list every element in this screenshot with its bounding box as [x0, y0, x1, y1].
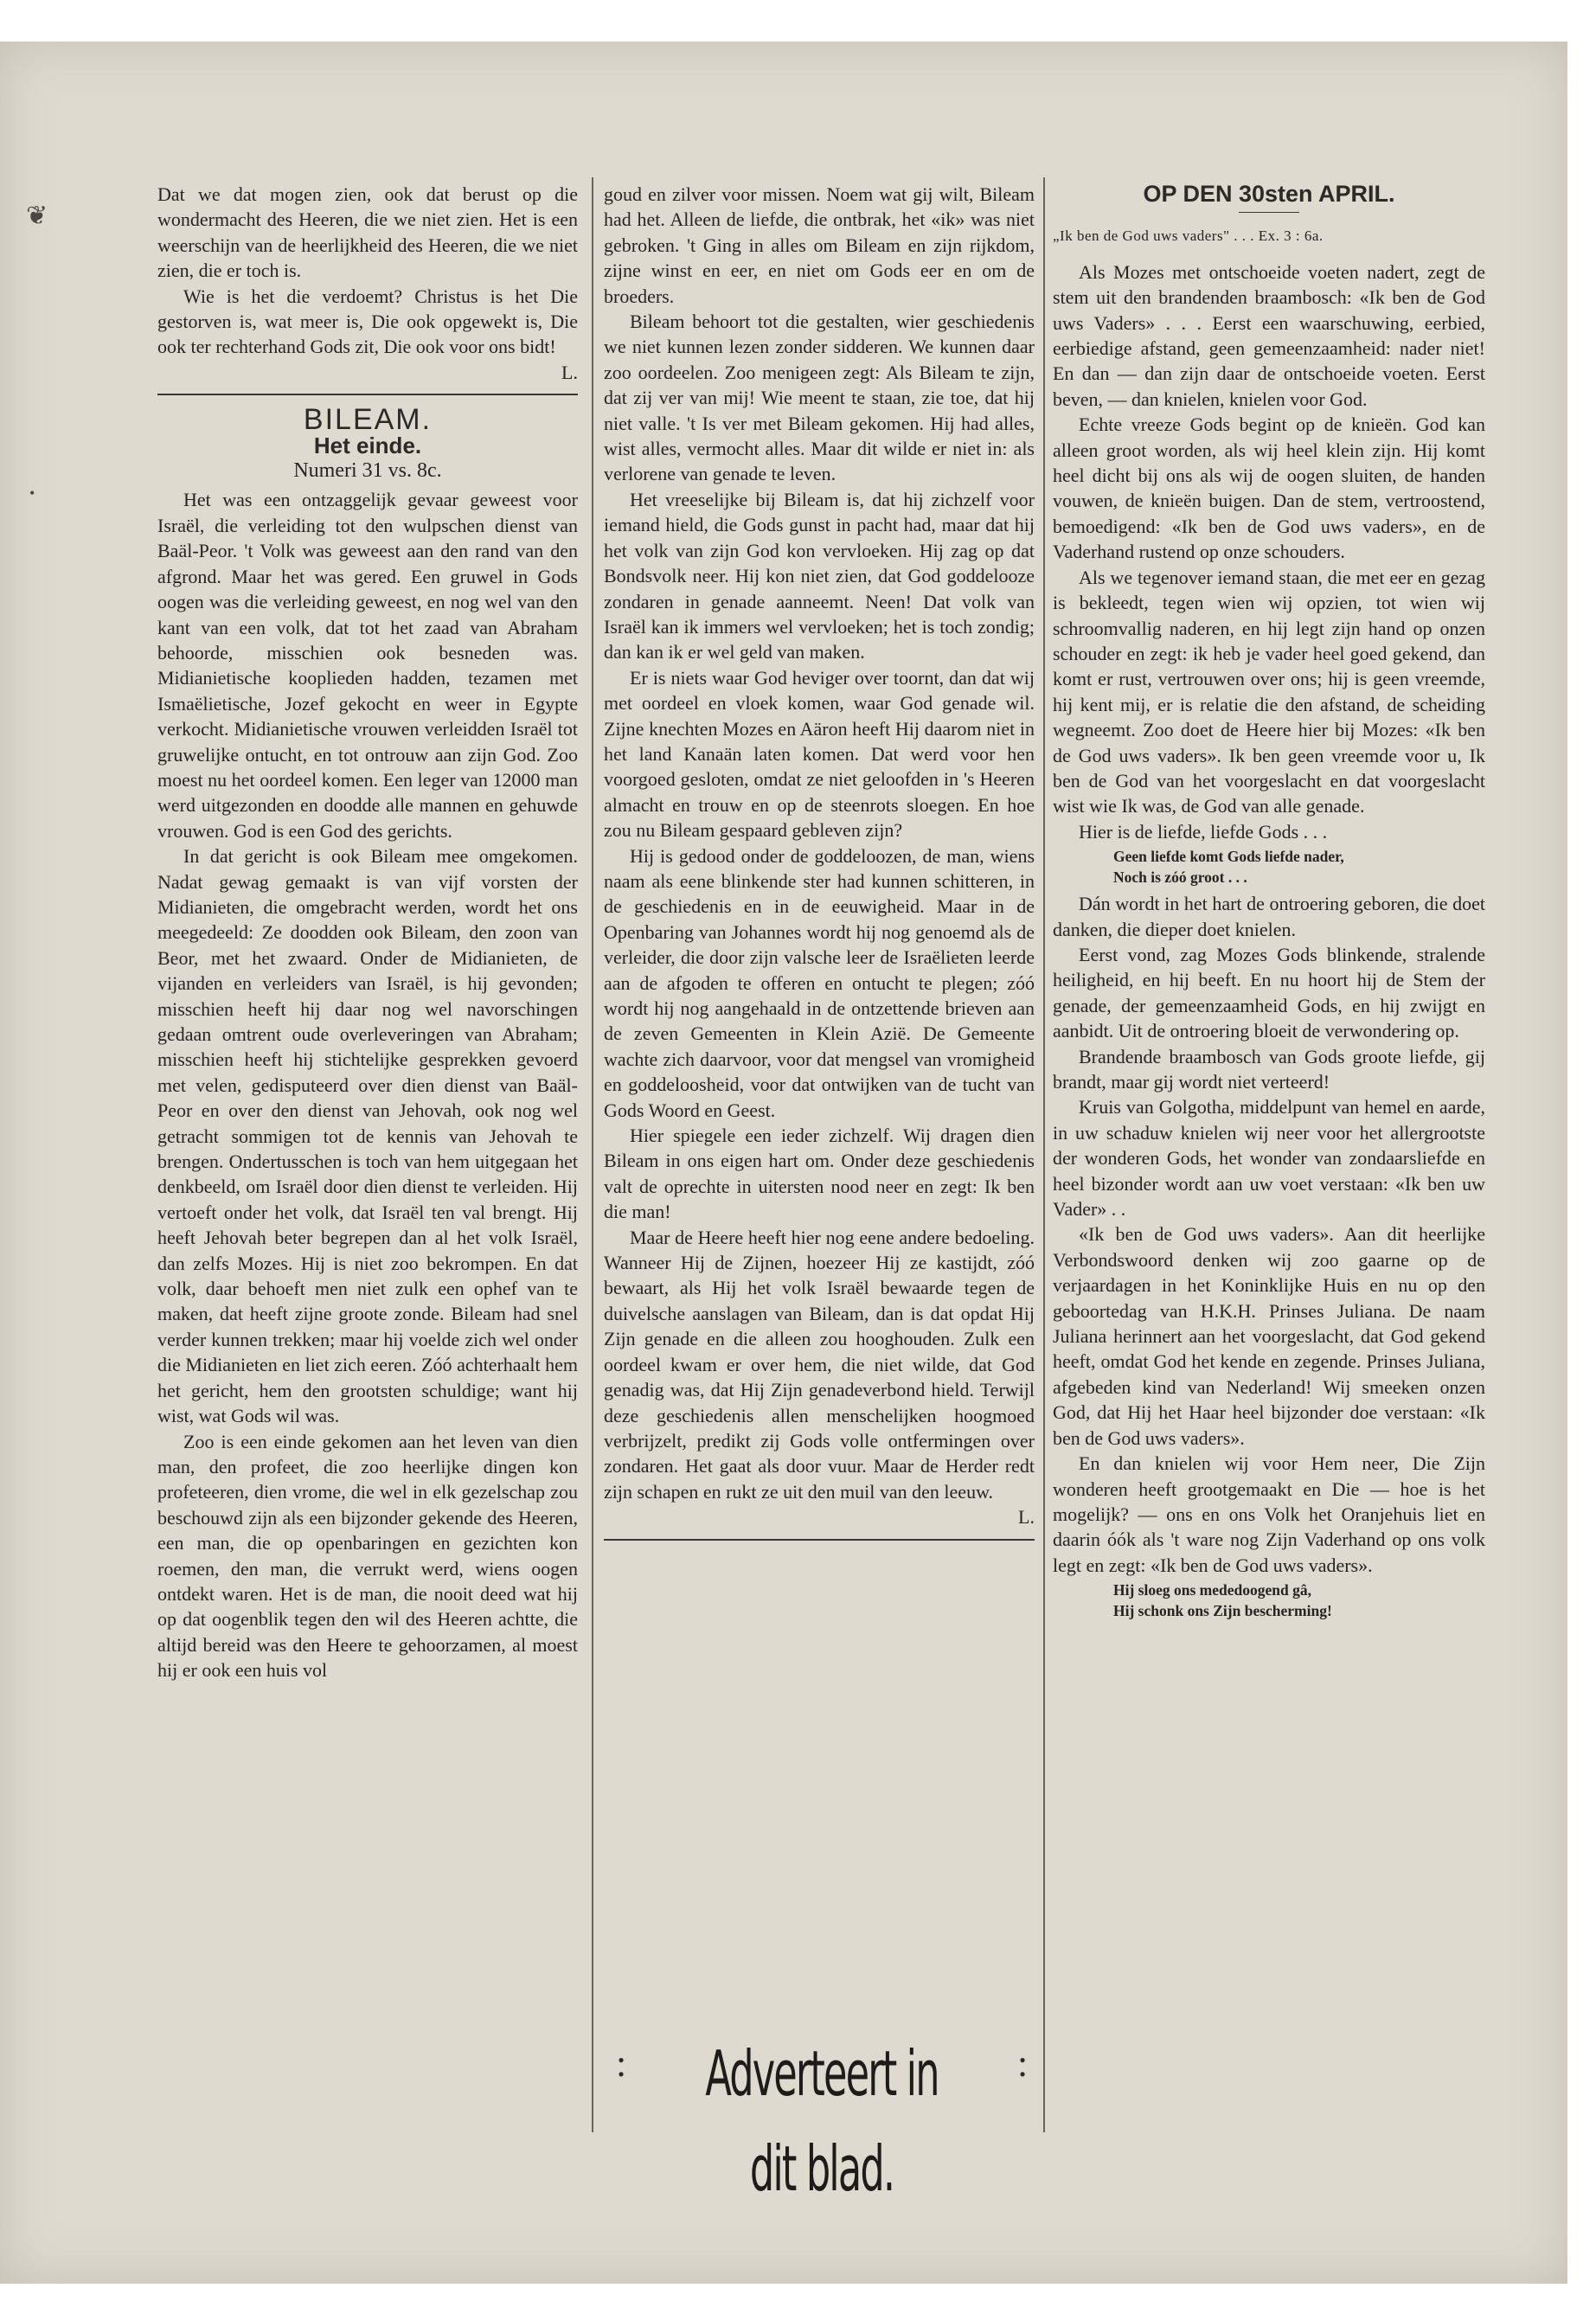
margin-dot: •	[29, 484, 35, 502]
section-rule	[157, 394, 578, 395]
article-subtitle: Het einde.	[313, 432, 422, 458]
right-border	[1567, 42, 1596, 2301]
column-2	[604, 182, 1035, 1553]
paragraph: Als we tegenover iemand staan, die met eer en gezag is bekleedt, tegen wien wij opzien, tot wien wij schroomvallig naderen, en hij legt zijn hand op onzen schouder en zegt: ik heb je vader heel goed gekend, dan komt er rust, vertrouwen over ons; hij is geen vreemde, hij kent mij, er is relatie die den afstand, de scheiding wegneemt. Zoo doet de Heere hier bij Mozes: «Ik ben de God uws vaders». Ik ben geen vreemde voor u, Ik ben de God van het voorgeslacht en dat voorgeslacht wist wie Ik was, de God van alle genade.	[1053, 566, 1485, 817]
title-rule	[1239, 212, 1299, 213]
scripture-reference: Numeri 31 vs. 8c.	[293, 459, 442, 483]
signature: L.	[561, 361, 578, 383]
paragraph: In dat gericht is ook Bileam mee omgekomen. Nadat gewag gemaakt is van vijf vorsten der Midianieten, die omgebracht werden, wordt het ons meegedeeld: Ze doodden ook Bileam, den zoon van Beor, met het zwaard. Onder de Midianieten, de vijanden en verleiders van Israël, is hij gevonden; misschien heeft hij daar nog wel navorschingen gedaan omtrent oude overleveringen van Abraham; misschien heeft hij stichtelijke gesprekken gevoerd met velen, gedisputeerd over dien dienst van Baäl-Peor en over den dienst van Jehovah, ook nog wel getracht sommigen tot de kennis van Jehovah te brengen. Ondertusschen is toch van hem uitgegaan het denkbeeld, om Israël door dien dienst te verleiden. Hij vertoeft onder het volk, dat Israël ten val brengt. Hij heeft Jehovah beter begrepen dan al het volk Israël, dan zelfs Mozes. Hij is niet zoo bekrompen. En dat volk, daar behoeft men niet zulk een ophef van te maken, dat heeft zijne groote zonde. Bileam had snel verder kunnen trekken; maar hij voelde zich wel onder die Midianieten en liet zich eeren. Zóó achterhaalt hem het gericht, hem den grootsten schuldige; want hij wist, wat Gods wil was.	[157, 845, 578, 1427]
poem-verse	[1053, 846, 1485, 888]
poem-line: Hij schonk ons Zijn bescherming!	[1113, 1602, 1332, 1620]
article-title: OP DEN 30sten APRIL.	[1143, 181, 1395, 207]
advertisement-banner: Adverteert in dit blad.	[705, 2037, 939, 2205]
paragraph: Dat we dat mogen zien, ook dat berust op die wondermacht des Heeren, die we niet zien. Het is een weerschijn van de heerlijkheid des Heeren, die we niet zien, die er toch is.	[157, 183, 578, 282]
poem-line: Geen liefde komt Gods liefde nader,	[1113, 848, 1344, 866]
scripture-motto: „Ik ben de God uws vaders" . . . Ex. 3 : 6a.	[1053, 228, 1324, 245]
paragraph: Eerst vond, zag Mozes Gods blinkende, stralende heiligheid, en hij beeft. En nu hoort hij de Stem der genade, der gemeenzaamheid Gods, en hij zwijgt en aanbidt. Uit de ontroering bloeit de verwondering op.	[1053, 943, 1485, 1042]
paragraph: Het was een ontzaggelijk gevaar geweest voor Israël, die verleiding tot den wulpschen dienst van Baäl-Peor. 't Volk was geweest aan den rand van den afgrond. Maar het was gered. Een gruwel in Gods oogen was die verleiding geweest, en nog wel van den kant van een volk, dat tot het zaad van Abraham behoorde, misschien ook besneden was. Midianietische kooplieden hadden, tezamen met Ismaëlietische, Jozef gekocht en weer in Egypte verkocht. Midianietische vrouwen verleidden Israël tot gruwelijke ontucht, en tot ontrouw aan zijn God. Zoo moest nu het oordeel komen. Een leger van 12000 man werd uitgezonden en doodde alle mannen en gehuwde vrouwen. God is een God des gerichts.	[157, 489, 578, 842]
paragraph: Hij is gedood onder de goddeloozen, de man, wiens naam als eene blinkende ster had kunnen schitteren, in de geschiedenis en in de eeuwigheid. Maar in de Openbaring van Johannes wordt hij nog genoemd als de verleider, die door zijn valsche leer de Israëlieten leerde aan de afgoden te offeren en ontucht te plegen; zóó wordt hij nog aangehaald in de ontzettende brieven aan de zeven Gemeenten in Klein Azië. De Gemeente wachte zich daarvoor, voor dat mengsel van vromigheid en goddeloosheid, voor dat ontwijken van de tucht van Gods Woord en Geest.	[604, 844, 1035, 1121]
column-divider-2	[1043, 177, 1045, 2132]
paragraph: Kruis van Golgotha, middelpunt van hemel en aarde, in uw schaduw knielen wij neer voor het allergrootste der wonderen Gods, het wonder van zondaarsliefde en heel bizonder wordt aan uw voet verstaan: «Ik ben uw Vader» . .	[1053, 1096, 1485, 1221]
paragraph: Bileam behoort tot die gestalten, wier geschiedenis we niet kunnen lezen zonder sidderen. We kunnen daar zoo oordeelen. Zoo menigeen zegt: Als Bileam te zijn, dat zij ver van mij! Wie meent te staan, zie toe, dat hij niet valle. 't Is ver met Bileam gekomen. Hij had alles, wist alles, vermocht alles. Maar dit wilde er niet in: als verlorene van genade te leven.	[604, 311, 1035, 485]
paragraph: Wie is het die verdoemt? Christus is het Die gestorven is, wat meer is, Die ook opgewekt is, Die ook ter rechterhand Gods zit, Die ook voor ons bidt!	[157, 285, 578, 358]
paragraph: Brandende braambosch van Gods groote liefde, gij brandt, maar gij wordt niet verteerd!	[1053, 1045, 1485, 1093]
paragraph: Er is niets waar God heviger over toornt, dan dat wij met oordeel en vloek komen, waar God genade wil. Zijne knechten Mozes en Aäron heeft Hij daarom niet in het land Kanaän laten komen. Dat werd voor hen voorgoed gesloten, omdat ze niet geloofden in 's Heeren almacht en trouw en op de steenrots sloegen. En hoe zou nu Bileam gespaard gebleven zijn?	[604, 666, 1035, 842]
paragraph: goud en zilver voor missen. Noem wat gij wilt, Bileam had het. Alleen de liefde, die ontbrak, het «ik» was niet gebroken. 't Ging in alles om Bileam en zijn rijkdom, zijne winst en eer, en niet om Gods eer en om de broeders.	[604, 183, 1035, 307]
poem-line: Hij sloeg ons mededoogend gâ,	[1113, 1581, 1311, 1599]
signature: L.	[1018, 1506, 1035, 1529]
paragraph: Zoo is een einde gekomen aan het leven van dien man, den profeet, die zoo heerlijke dingen kon profeteeren, dien vrome, die wel in elk gezelschap zou beschouwd zijn als een bijzonder gekende des Heeren, een man, die op openbaringen en gezichten kon roemen, den man, die verrukt werd, wiens oogen ontdekt waren. Het is de man, die nooit deed wat hij op dat oogenblik tegen den wil des Heeren achtte, die altijd bereid was den Heere te gehoorzamen, al moest hij er ook een huis vol	[157, 1430, 578, 1682]
column-1	[157, 182, 578, 1683]
paragraph: Maar de Heere heeft hier nog eene andere bedoeling. Wanneer Hij de Zijnen, hoezeer Hij ze kastijdt, zóó bewaart, als Hij het volk Israël bewaarde tegen de duivelsche aanslagen van Bileam, dan is dat opdat Hij Zijn genade en die alleen zou hooghouden. Zulk een oordeel kwam er over hem, die niet wilde, dat God genadig was, dat Hij Zijn genadeverbond hield. Terwijl deze geschiedenis allen menschelijken hoogmoed verbrijzelt, predikt zij Gods volle ontfermingen over zondaren. Het gaat als door vuur. Maar de Herder redt zijn schapen en rukt ze uit den muil van den leeuw.	[604, 1226, 1035, 1503]
paragraph: Als Mozes met ontschoeide voeten nadert, zegt de stem uit den brandenden braambosch: «Ik ben de God uws Vaders» . . . Eerst een waarschuwing, eerbied, eerbiedige afstand, geen gemeenzaamheid: nader niet! En dan — dan zijn daar de ontschoeide voeten. Eerst beven, — dan knielen, knielen voor God.	[1053, 260, 1485, 410]
ad-ornament-left: :	[616, 2042, 627, 2085]
poem-verse	[1053, 1580, 1485, 1621]
paragraph: Dán wordt in het hart de ontroering geboren, die doet danken, die dieper doet knielen.	[1053, 893, 1485, 940]
column-3	[1053, 182, 1485, 1625]
paragraph: Hier spiegele een ieder zichzelf. Wij dragen dien Bileam in ons eigen hart om. Onder deze geschiedenis valt de oprechte in uitersten nood neer en zegt: Ik ben die man!	[604, 1125, 1035, 1223]
paragraph: En dan knielen wij voor Hem neer, Die Zijn wonderen heeft grootgemaakt en Die — hoe is het mogelijk? — ons en ons Volk het Oranjehuis liet en daarin óók als 't ware nog Zijn Vaderhand op ons volk legt en zegt: «Ik ben de God uws vaders».	[1053, 1452, 1485, 1576]
ad-ornament-right: :	[1017, 2042, 1029, 2085]
article-title: BILEAM.	[303, 403, 433, 437]
poem-line: Noch is zóó groot . . .	[1113, 868, 1247, 887]
margin-ornament: ❦	[26, 202, 48, 230]
top-border	[0, 0, 1596, 42]
paragraph: Het vreeselijke bij Bileam is, dat hij zichzelf voor iemand hield, die Gods gunst in pacht had, maar dat hij het volk van zijn God kon vervloeken. Hij zag op dat Bondsvolk neer. Hij kon niet zien, dat God goddelooze zondaren in genade aanneemt. Neen! Dat volk van Israël kan ik immers wel vervloeken; het is toch zondig; dan kan ik er wel geld van maken.	[604, 488, 1035, 663]
paragraph: «Ik ben de God uws vaders». Aan dit heerlijke Verbondswoord denken wij zoo gaarne op de verjaardagen in het Koninklijke Huis en nu op den geboortedag van H.K.H. Prinses Juliana. De naam Juliana herinnert aan het voorgeslacht, dat God gekend heeft, omdat God het kende en zegende. Prinses Juliana, afgebeden kind van Nederland! Wij smeeken onzen God, dat Hij het Haar heel bijzonder doe verstaan: «Ik ben de God uws vaders».	[1053, 1223, 1485, 1449]
paragraph: Hier is de liefde, liefde Gods . . .	[1079, 820, 1328, 843]
section-rule	[604, 1539, 1035, 1541]
paragraph: Echte vreeze Gods begint op de knieën. God kan alleen groot worden, als wij heel klein zijn. Hij komt heel dicht bij ons als wij de oogen sluiten, de handen vouwen, de knieën buigen. Dan de stem, vertroostend, bemoedigend: «Ik ben de God uws vaders», en de Vaderhand rustend op onze schouders.	[1053, 413, 1485, 563]
column-divider-1	[592, 177, 593, 2132]
